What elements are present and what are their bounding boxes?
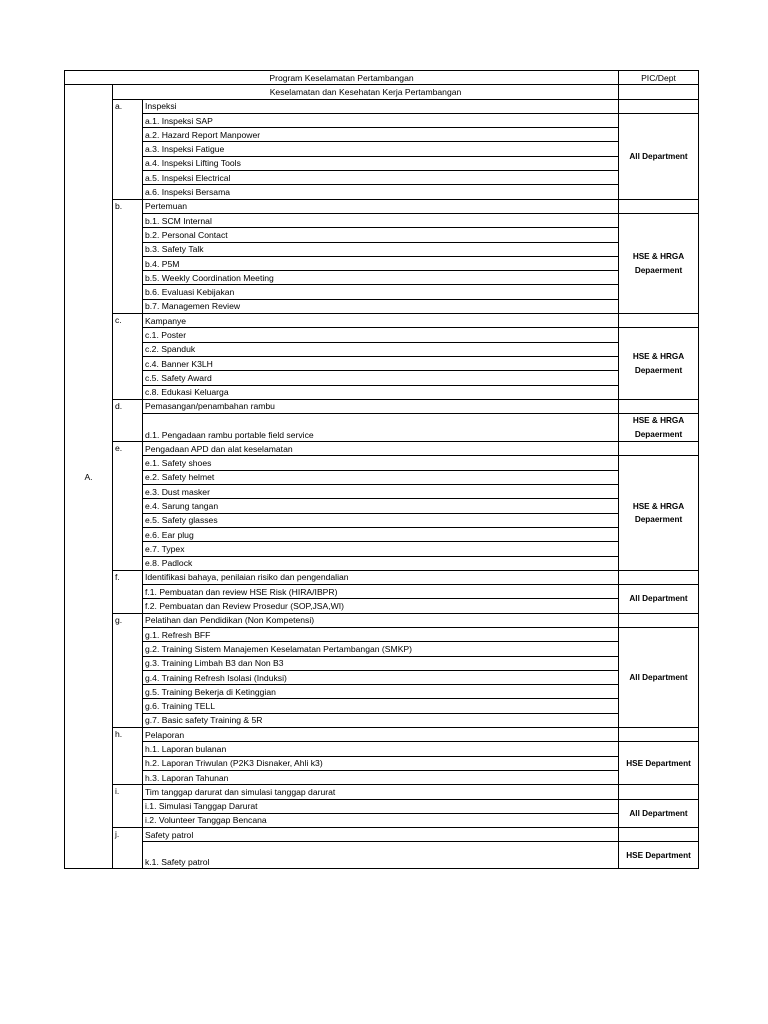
- item-row: [65, 485, 699, 499]
- group-pic-empty: [619, 399, 699, 413]
- group-pic-empty: [619, 613, 699, 627]
- pic-department: HSE Department: [619, 742, 699, 785]
- item-label: h.2. Laporan Triwulan (P2K3 Disnaker, Ahli k3): [143, 756, 619, 770]
- item-label: c.4. Banner K3LH: [143, 356, 619, 370]
- item-label: g.6. Training TELL: [143, 699, 619, 713]
- group-title: Pelaporan: [143, 728, 619, 742]
- group-letter: b.: [113, 199, 143, 313]
- item-row: [65, 513, 699, 527]
- item-label: a.1. Inspeksi SAP: [143, 113, 619, 127]
- item-label: b.2. Personal Contact: [143, 228, 619, 242]
- item-label: c.8. Edukasi Keluarga: [143, 385, 619, 399]
- group-title: Inspeksi: [143, 99, 619, 113]
- item-label: g.7. Basic safety Training & 5R: [143, 713, 619, 727]
- group-header-row: [65, 199, 699, 213]
- item-label: g.1. Refresh BFF: [143, 627, 619, 641]
- item-row: [65, 285, 699, 299]
- item-label: a.2. Hazard Report Manpower: [143, 128, 619, 142]
- item-row: [65, 342, 699, 356]
- item-row: [65, 527, 699, 541]
- group-header-row: [65, 99, 699, 113]
- group-header-row: [65, 570, 699, 584]
- item-label: h.1. Laporan bulanan: [143, 742, 619, 756]
- item-label: b.7. Managemen Review: [143, 299, 619, 313]
- item-label: e.3. Dust masker: [143, 485, 619, 499]
- group-header-row: [65, 399, 699, 413]
- group-letter: i.: [113, 785, 143, 828]
- item-row: [65, 256, 699, 270]
- item-label: g.2. Training Sistem Manajemen Keselamatan Pertambangan (SMKP): [143, 642, 619, 656]
- pic-department: All Department: [619, 113, 699, 199]
- item-label: a.5. Inspeksi Electrical: [143, 171, 619, 185]
- subtitle-pic-empty: [619, 85, 699, 99]
- subtitle-row: [65, 85, 699, 99]
- item-label: g.3. Training Limbah B3 dan Non B3: [143, 656, 619, 670]
- group-letter: c.: [113, 314, 143, 400]
- item-row: [65, 685, 699, 699]
- group-pic-empty: [619, 99, 699, 113]
- item-row: [65, 542, 699, 556]
- group-header-row: [65, 728, 699, 742]
- item-row: [65, 713, 699, 727]
- pic-department: All Department: [619, 799, 699, 828]
- item-row: [65, 670, 699, 684]
- item-row: [65, 371, 699, 385]
- item-row: [65, 770, 699, 784]
- table-subtitle: Keselamatan dan Kesehatan Kerja Pertambangan: [113, 85, 619, 99]
- group-header-row: [65, 442, 699, 456]
- item-row: [65, 627, 699, 641]
- group-title: Pengadaan APD dan alat keselamatan: [143, 442, 619, 456]
- item-label: b.1. SCM Internal: [143, 213, 619, 227]
- item-row: [65, 585, 699, 599]
- item-label: g.5. Training Bekerja di Ketinggian: [143, 685, 619, 699]
- group-header-row: [65, 613, 699, 627]
- group-title: Pelatihan dan Pendidikan (Non Kompetensi): [143, 613, 619, 627]
- item-label: f.1. Pembuatan dan review HSE Risk (HIRA/IBPR): [143, 585, 619, 599]
- group-pic-empty: [619, 728, 699, 742]
- item-label: b.3. Safety Talk: [143, 242, 619, 256]
- group-pic-empty: [619, 442, 699, 456]
- item-row: [65, 228, 699, 242]
- pic-header: PIC/Dept: [619, 71, 699, 85]
- item-row: [65, 414, 699, 442]
- item-label: d.1. Pengadaan rambu portable field service: [143, 414, 619, 442]
- item-row: [65, 128, 699, 142]
- item-label: b.6. Evaluasi Kebijakan: [143, 285, 619, 299]
- item-label: e.8. Padlock: [143, 556, 619, 570]
- group-title: Pertemuan: [143, 199, 619, 213]
- group-letter: a.: [113, 99, 143, 199]
- item-row: [65, 299, 699, 313]
- item-row: [65, 456, 699, 470]
- item-label: e.1. Safety shoes: [143, 456, 619, 470]
- group-letter: f.: [113, 570, 143, 613]
- pic-department: All Department: [619, 585, 699, 614]
- item-row: [65, 271, 699, 285]
- item-label: e.4. Sarung tangan: [143, 499, 619, 513]
- item-label: i.1. Simulasi Tanggap Darurat: [143, 799, 619, 813]
- group-title: Pemasangan/penambahan rambu: [143, 399, 619, 413]
- item-label: c.2. Spanduk: [143, 342, 619, 356]
- group-letter: g.: [113, 613, 143, 727]
- item-row: [65, 556, 699, 570]
- pic-department: HSE & HRGA Depaerment: [619, 328, 699, 399]
- item-row: [65, 185, 699, 199]
- item-label: e.6. Ear plug: [143, 527, 619, 541]
- group-title: Kampanye: [143, 314, 619, 328]
- program-table: [64, 70, 699, 869]
- table-title: Program Keselamatan Pertambangan: [65, 71, 619, 85]
- item-row: [65, 642, 699, 656]
- item-row: [65, 742, 699, 756]
- header-row: [65, 71, 699, 85]
- group-pic-empty: [619, 785, 699, 799]
- item-row: [65, 842, 699, 869]
- group-letter: h.: [113, 728, 143, 785]
- item-row: [65, 142, 699, 156]
- pic-department: HSE & HRGA Depaerment: [619, 213, 699, 313]
- group-pic-empty: [619, 828, 699, 842]
- group-title: Identifikasi bahaya, penilaian risiko dan pengendalian: [143, 570, 619, 584]
- item-row: [65, 113, 699, 127]
- item-row: [65, 328, 699, 342]
- item-row: [65, 699, 699, 713]
- item-label: a.4. Inspeksi Lifting Tools: [143, 156, 619, 170]
- group-header-row: [65, 828, 699, 842]
- item-row: [65, 599, 699, 613]
- section-letter: A.: [65, 85, 113, 869]
- item-label: c.5. Safety Award: [143, 371, 619, 385]
- item-row: [65, 156, 699, 170]
- group-pic-empty: [619, 314, 699, 328]
- item-label: e.2. Safety helmet: [143, 470, 619, 484]
- item-label: k.1. Safety patrol: [143, 842, 619, 869]
- group-letter: j.: [113, 828, 143, 869]
- pic-department: HSE & HRGA Depaerment: [619, 414, 699, 442]
- group-header-row: [65, 314, 699, 328]
- pic-department: HSE & HRGA Depaerment: [619, 456, 699, 570]
- item-label: c.1. Poster: [143, 328, 619, 342]
- item-row: [65, 656, 699, 670]
- item-label: a.3. Inspeksi Fatigue: [143, 142, 619, 156]
- item-row: [65, 242, 699, 256]
- group-letter: d.: [113, 399, 143, 441]
- item-label: a.6. Inspeksi Bersama: [143, 185, 619, 199]
- group-header-row: [65, 785, 699, 799]
- pic-department: All Department: [619, 627, 699, 727]
- item-row: [65, 799, 699, 813]
- item-label: e.5. Safety glasses: [143, 513, 619, 527]
- item-row: [65, 385, 699, 399]
- item-row: [65, 171, 699, 185]
- item-row: [65, 470, 699, 484]
- group-pic-empty: [619, 570, 699, 584]
- group-letter: e.: [113, 442, 143, 571]
- item-row: [65, 213, 699, 227]
- item-row: [65, 499, 699, 513]
- item-row: [65, 356, 699, 370]
- group-title: Tim tanggap darurat dan simulasi tanggap darurat: [143, 785, 619, 799]
- item-label: f.2. Pembuatan dan Review Prosedur (SOP,JSA,WI): [143, 599, 619, 613]
- item-label: b.4. P5M: [143, 256, 619, 270]
- item-label: i.2. Volunteer Tanggap Bencana: [143, 813, 619, 827]
- pic-department: HSE Department: [619, 842, 699, 869]
- item-label: g.4. Training Refresh Isolasi (Induksi): [143, 670, 619, 684]
- item-row: [65, 813, 699, 827]
- item-label: b.5. Weekly Coordination Meeting: [143, 271, 619, 285]
- group-title: Safety patrol: [143, 828, 619, 842]
- item-row: [65, 756, 699, 770]
- item-label: e.7. Typex: [143, 542, 619, 556]
- item-label: h.3. Laporan Tahunan: [143, 770, 619, 784]
- group-pic-empty: [619, 199, 699, 213]
